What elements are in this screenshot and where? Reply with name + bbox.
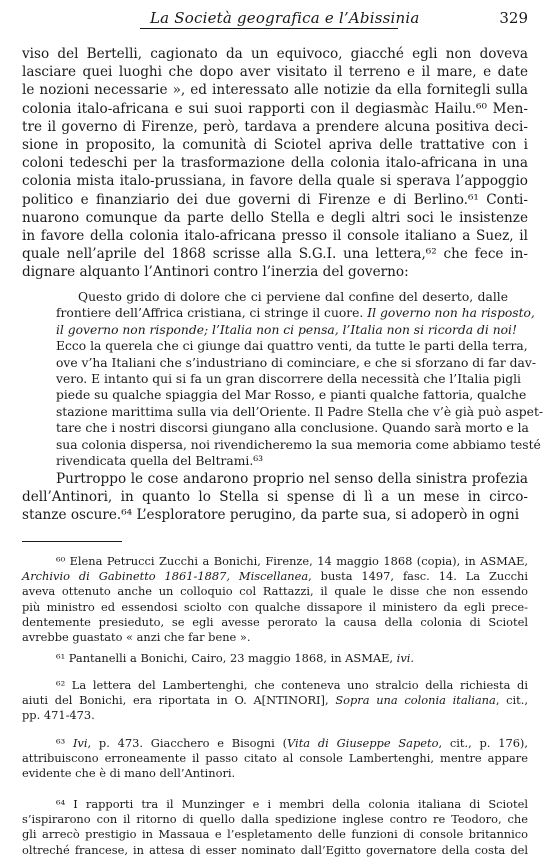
italic-text: Archivio di Gabinetto 1861-1887, Miscellanea: [22, 569, 309, 584]
text-line: [56, 305, 535, 321]
text-line: viso del Bertelli, cagionato da un equivoco, giacché egli non doveva: [22, 46, 528, 62]
text-line: [22, 693, 528, 708]
text-segment: , p. 473. Giacchero e Bisogni (: [87, 736, 288, 750]
text-line: in favore della colonia italo-africana presso il console italiano a Suez, il: [22, 228, 528, 245]
text-segment: Ecco la querela che ci giunge dai quattro venti, da tutte le parti della terra,: [56, 339, 528, 354]
text-line: [22, 751, 528, 766]
italic-text: Ivi: [72, 736, 88, 750]
footnote-64: [22, 797, 528, 858]
footnote-61: [22, 651, 528, 666]
text-segment: più ministro ed essendosi sciolto con qualche dissapore il ministero da egli prece-: [22, 599, 528, 614]
text-line: [56, 371, 521, 387]
text-line: [22, 584, 528, 599]
footnote-rule: [22, 541, 122, 542]
text-line: [22, 569, 528, 584]
text-segment: s’ispirarono con il ritorno di quello dalla spedizione inglese contro re Teodoro, che: [22, 812, 528, 827]
text-line: [22, 827, 528, 842]
text-segment: Questo grido di dolore che ci perviene dal confine del deserto, dalle: [78, 290, 508, 304]
text-line: nuarono comunque da parte dello Stella e degli altri soci le insistenze: [22, 209, 528, 226]
text-line: lasciare quei luoghi che dopo aver visitato il terreno e il mare, e date: [22, 64, 528, 81]
text-line: [22, 554, 528, 569]
italic-text: Sopra una colonia italiana: [335, 693, 496, 708]
text-segment: ove v’ha Italiani che s’industriano di cominciare, e che si sforzano di far dav-: [56, 355, 536, 370]
header-rule: [140, 28, 398, 29]
text-segment: ⁶³: [56, 736, 73, 750]
italic-text: Il governo non ha risposto,: [367, 306, 535, 321]
text-line: coloni tedeschi per la trasformazione della colonia italo-africana in una: [22, 155, 528, 172]
text-segment: vero. E intanto qui si fa un gran discorrere della necessità che l’Italia pigli: [56, 372, 521, 387]
text-segment: sua colonia dispersa, noi rivendicheremo la sua memoria come abbiamo testé: [56, 437, 541, 452]
text-segment: , cit., p. 176),: [438, 736, 528, 750]
text-segment: piede su qualche spiaggia del Mar Rosso, e pianti qualche fattoria, qualche: [56, 388, 527, 403]
text-line: [22, 630, 528, 645]
text-line: [56, 437, 541, 453]
text-segment: ⁶⁴ I rapporti tra il Munzinger e i membri della colonia italiana di Sciotel: [56, 797, 528, 811]
text-segment: avrebbe guastato « anzi che far bene ».: [22, 630, 251, 645]
text-line: dignare alquanto l’Antinori contro l’inerzia del governo:: [22, 264, 409, 281]
text-line: [56, 355, 536, 371]
text-line: [22, 678, 528, 693]
footnote-62: [22, 678, 528, 724]
text-segment: frontiere dell’Affrica cristiana, ci stringe il cuore.: [56, 306, 368, 321]
text-line: sione in proposito, la comunità di Sciotel apriva delle trattative con i: [22, 137, 528, 154]
text-segment: gli arrecò prestigio in Massaua e l’espletamento delle funzioni di console britannico: [22, 827, 528, 842]
footnote-63: [22, 736, 528, 782]
text-line: [56, 322, 517, 338]
text-line: [22, 843, 528, 858]
text-segment: aiuti del Bonichi, era riportata in O. A[NTINORI],: [22, 693, 336, 708]
text-segment: , cit.,: [495, 693, 528, 708]
running-title: La Società geografica e l’Abissinia: [150, 9, 420, 27]
footnote-60: [22, 554, 528, 645]
text-segment: ⁶² La lettera del Lambertenghi, che conteneva uno stralcio della richiesta di: [56, 678, 528, 692]
text-line: [22, 708, 528, 723]
text-line: [22, 812, 528, 827]
text-segment: pp. 471-473.: [22, 708, 95, 723]
text-line: [22, 651, 528, 666]
text-line: [22, 797, 528, 812]
text-line: [56, 289, 508, 305]
body-paragraph-bottom: [22, 470, 528, 525]
text-line: [56, 387, 527, 403]
body-paragraph-top: [22, 45, 528, 282]
text-segment: dentemente presieduto, se egli avesse perorato la causa della colonia di Sciotel: [22, 614, 528, 629]
text-line: [22, 766, 528, 781]
text-line: tre il governo di Firenze, però, tardava a prendere alcuna positiva deci-: [22, 118, 528, 135]
text-line: [22, 736, 528, 751]
text-line: le nozioni necessarie », ed interessato alle notizie da ella fornitegli sulla: [22, 82, 528, 99]
text-line: [22, 600, 528, 615]
text-line: dell’Antinori, in quanto lo Stella si spense di lì a un mese in circo-: [22, 489, 528, 506]
text-segment: , busta 1497, fasc. 14. La Zucchi: [308, 569, 529, 584]
text-segment: rivendicata quella del Beltrami.⁶³: [56, 454, 264, 469]
text-line: [56, 338, 528, 354]
text-segment: stazione marittima sulla via dell’Oriente. Il Padre Stella che v’è già può aspet-: [56, 404, 544, 419]
text-segment: attribuiscono erroneamente il passo citato al console Lambertenghi, mentre appare: [22, 751, 528, 766]
text-line: Purtroppo le cose andarono proprio nel senso della sinistra profezia: [56, 471, 528, 487]
text-segment: aveva ottenuto anche un colloquio col Rattazzi, il quale le disse che non essendo: [22, 584, 528, 599]
page-number: 329: [499, 9, 528, 27]
italic-text: Vita di Giuseppe Sapeto: [287, 736, 439, 750]
text-segment: ⁶¹ Pantanelli a Bonichi, Cairo, 23 maggio 1868, in ASMAE,: [56, 651, 397, 665]
page-header: [0, 6, 550, 32]
text-line: [56, 404, 544, 420]
text-line: politico e finanziario dei due governi di Firenze e di Berlino.⁶¹ Conti-: [22, 191, 528, 208]
text-line: colonia italo-africana e sui suoi rapporti con il degiasmàc Hailu.⁶⁰ Men-: [22, 100, 528, 117]
text-line: colonia mista italo-prussiana, in favore della quale si sperava l’appoggio: [22, 173, 528, 190]
text-line: [56, 453, 508, 469]
text-segment: evidente che è di mano dell’Antinori.: [22, 766, 236, 781]
text-line: stanze oscure.⁶⁴ L’esploratore perugino, da parte sua, si adoperò in ogni: [22, 507, 520, 524]
italic-text: il governo non risponde; l’Italia non ci pensa, l’Italia non si ricorda di noi!: [56, 322, 517, 337]
text-segment: oltreché francese, in attesa di esser nominato dall’Egitto governatore della costa del: [22, 842, 528, 857]
text-line: [22, 615, 528, 630]
block-quote: [56, 289, 544, 469]
text-segment: ⁶⁰ Elena Petrucci Zucchi a Bonichi, Firenze, 14 maggio 1868 (copia), in ASMAE,: [56, 554, 528, 568]
text-line: [56, 420, 529, 436]
text-segment: tare che i nostri discorsi giungano alla conclusione. Quando sarà morto e la: [56, 421, 529, 436]
text-line: quale nell’aprile del 1868 scrisse alla S.G.I. una lettera,⁶² che fece in-: [22, 246, 528, 263]
italic-text: ivi.: [396, 651, 415, 665]
